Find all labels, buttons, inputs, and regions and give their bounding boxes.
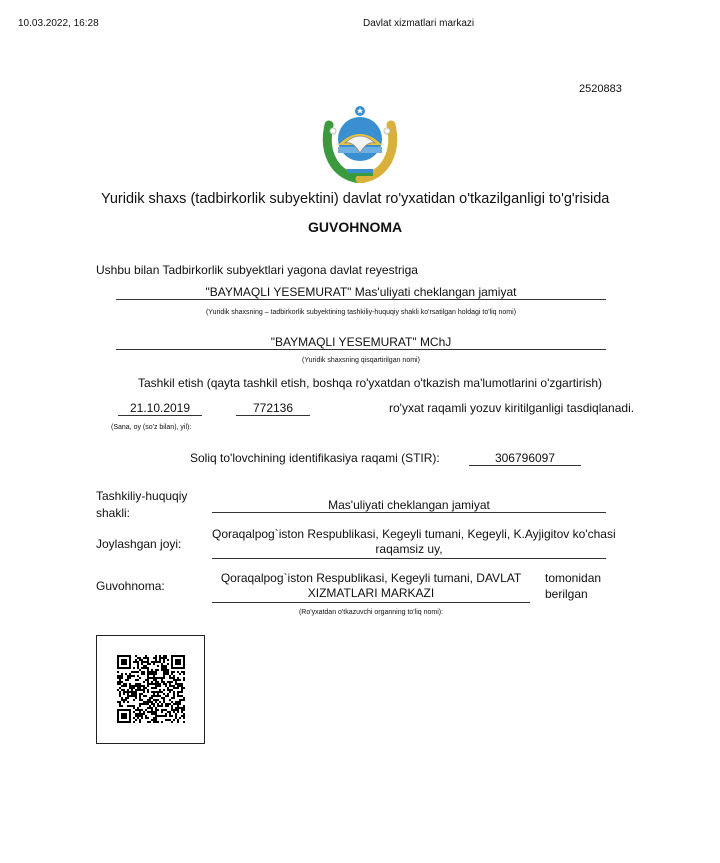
divider <box>212 512 606 513</box>
location-label: Joylashgan joyi: <box>96 537 182 551</box>
legal-form-value: Mas'uliyati cheklangan jamiyat <box>328 498 490 512</box>
divider <box>469 465 581 466</box>
divider <box>118 415 202 416</box>
issuer-value-line2: XIZMATLARI MARKAZI <box>307 586 435 600</box>
legal-form-label-line2: shakli: <box>96 506 131 520</box>
divider <box>116 349 606 350</box>
stir-label: Soliq to'lovchining identifikasiya raqami (STIR): <box>190 451 440 465</box>
divider <box>236 415 310 416</box>
intro-text: Ushbu bilan Tadbirkorlik subyektlari yagona davlat reyestriga <box>96 263 418 277</box>
divider <box>212 602 530 603</box>
divider <box>212 558 606 559</box>
location-value-line1: Qoraqalpog`iston Respublikasi, Kegeyli tumani, Kegeyli, K.Ayjigitov ko'chasi <box>212 527 616 541</box>
qr-code-icon <box>117 655 185 723</box>
registration-date: 21.10.2019 <box>129 401 191 415</box>
date-caption: (Sana, oy (so'z bilan), yil): <box>111 424 192 431</box>
location-value-line2: raqamsiz uy, <box>375 542 443 556</box>
issuer-value-line1: Qoraqalpog`iston Respublikasi, Kegeyli tumani, DAVLAT <box>220 571 522 585</box>
issuer-suffix-line2: berilgan <box>545 587 588 601</box>
registration-number: 772136 <box>252 401 294 415</box>
full-name-caption: (Yuridik shaxsning – tadbirkorlik subyektining tashkiliy-huquqiy shakli ko'rsatilgan holdagi to'liq nomi) <box>205 309 517 316</box>
stir-value: 306796097 <box>494 451 556 465</box>
print-datetime: 10.03.2022, 16:28 <box>18 18 99 29</box>
issuer-label: Guvohnoma: <box>96 579 165 593</box>
center-name: Davlat xizmatlari markazi <box>363 18 475 29</box>
divider <box>116 299 606 300</box>
document-title: GUVOHNOMA <box>308 219 403 235</box>
company-short-name: "BAYMAQLI YESEMURAT" MChJ <box>270 335 452 349</box>
qr-frame <box>96 635 205 744</box>
company-full-name: "BAYMAQLI YESEMURAT" Mas'uliyati cheklangan jamiyat <box>205 285 517 299</box>
issuer-suffix-line1: tomonidan <box>545 571 602 585</box>
document-subtitle: Yuridik shaxs (tadbirkorlik subyektini) davlat ro'yxatidan o'tkazilganligi to'g'risida <box>101 191 610 207</box>
establish-text: Tashkil etish (qayta tashkil etish, boshqa ro'yxatdan o'tkazish ma'lumotlarini o'zgartirish) <box>138 376 603 390</box>
issuer-caption: (Ro'yxatdan o'tkazuvchi organning to'liq nomi): <box>298 609 444 616</box>
short-name-caption: (Yuridik shaxsning qisqartirilgan nomi) <box>302 357 420 364</box>
registration-confirm-text: ro'yxat raqamli yozuv kiritilganligi tasdiqlanadi. <box>389 401 635 415</box>
document-number: 2520883 <box>579 83 622 95</box>
state-emblem-icon <box>319 101 401 183</box>
legal-form-label-line1: Tashkiliy-huquqiy <box>96 489 188 503</box>
